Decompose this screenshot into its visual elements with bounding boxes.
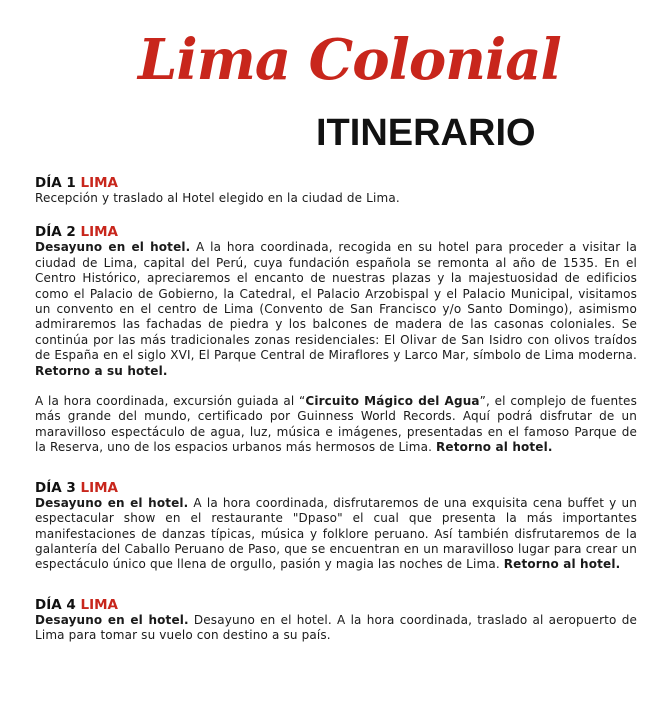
day-3-breakfast: Desayuno en el hotel. [35, 495, 189, 510]
day-4 [35, 597, 637, 644]
day-2-label: DÍA 2 [35, 224, 76, 241]
day-3-label: DÍA 3 [35, 479, 76, 496]
day-2-place: LIMA [80, 224, 118, 241]
day-2-paragraph-2 [35, 394, 637, 456]
day-3 [35, 480, 637, 573]
day-2-return-1: Retorno a su hotel. [35, 363, 168, 378]
day-3-place: LIMA [80, 479, 118, 496]
day-4-label: DÍA 4 [35, 596, 76, 613]
day-3-return: Retorno al hotel. [503, 557, 621, 572]
day-2-circuit-name: Circuito Mágico del Agua [305, 394, 480, 409]
day-3-title [35, 480, 637, 496]
day-2-body-2: ”, el complejo de fuentes más grande del mundo, certificado por Guinness World Records. Aquí podrá disfrutar de un maravilloso espectáculo de agua, luz, música e imágenes, presentadas en el famoso Parque de la Reserva, uno de los espacios urbanos más hermosos de Lima. [35, 394, 637, 455]
day-3-body: A la hora coordinada, disfrutaremos de una exquisita cena buffet y un espectacular show en el restaurante "Dpaso" el cual que presenta la más importantes manifestaciones de danzas típicas, música y folklore peruano. Así también disfrutaremos de la galantería del Caballo Peruano de Paso, que se encuentran en un maravilloso lugar para crear un espectáculo único que llena de orgullo, pasión y magia las noches de Lima. [35, 495, 637, 572]
day-4-paragraph [35, 613, 637, 644]
day-1-title [35, 175, 637, 191]
day-2 [35, 224, 637, 455]
day-1-place: LIMA [80, 175, 118, 191]
itinerary [35, 175, 637, 644]
day-1-text: Recepción y traslado al Hotel elegido en la ciudad de Lima. [35, 191, 400, 205]
page-subtitle: ITINERARIO [316, 112, 536, 154]
day-1 [35, 175, 637, 206]
day-2-body-2-pre: A la hora coordinada, excursión guiada al “ [35, 394, 306, 409]
day-1-label: DÍA 1 [35, 175, 76, 191]
day-4-place: LIMA [80, 596, 118, 613]
day-4-body: Desayuno en el hotel. A la hora coordinada, traslado al aeropuerto de Lima para tomar su vuelo con destino a su país. [35, 612, 637, 643]
day-2-paragraph-1 [35, 240, 637, 379]
day-2-breakfast: Desayuno en el hotel. [35, 240, 191, 255]
day-2-title [35, 224, 637, 240]
day-4-breakfast: Desayuno en el hotel. [35, 612, 189, 627]
brand-title: Lima Colonial [138, 27, 561, 93]
day-2-return-2: Retorno al hotel. [436, 440, 553, 455]
day-4-title [35, 597, 637, 613]
day-3-paragraph [35, 496, 637, 573]
day-2-body-1: A la hora coordinada, recogida en su hotel para proceder a visitar la ciudad de Lima, capital del Perú, cuya fundación española se remonta al año de 1535. En el Centro Histórico, apreciaremos el encanto de nuestras plazas y la majestuosidad de edificios como el Palacio de Gobierno, la Catedral, el Palacio Arzobispal y el Palacio Municipal, visitamos un convento en el centro de Lima (Convento de San Francisco y/o Santo Domingo), asimismo admiraremos las fachadas de piedra y los balcones de madera de las casonas coloniales. Se continúa por las más tradicionales zonas residenciales: El Olivar de San Isidro con olivos traídos de España en el siglo XVI, El Parque Central de Miraflores y Larco Mar, símbolo de Lima moderna. [35, 240, 637, 363]
